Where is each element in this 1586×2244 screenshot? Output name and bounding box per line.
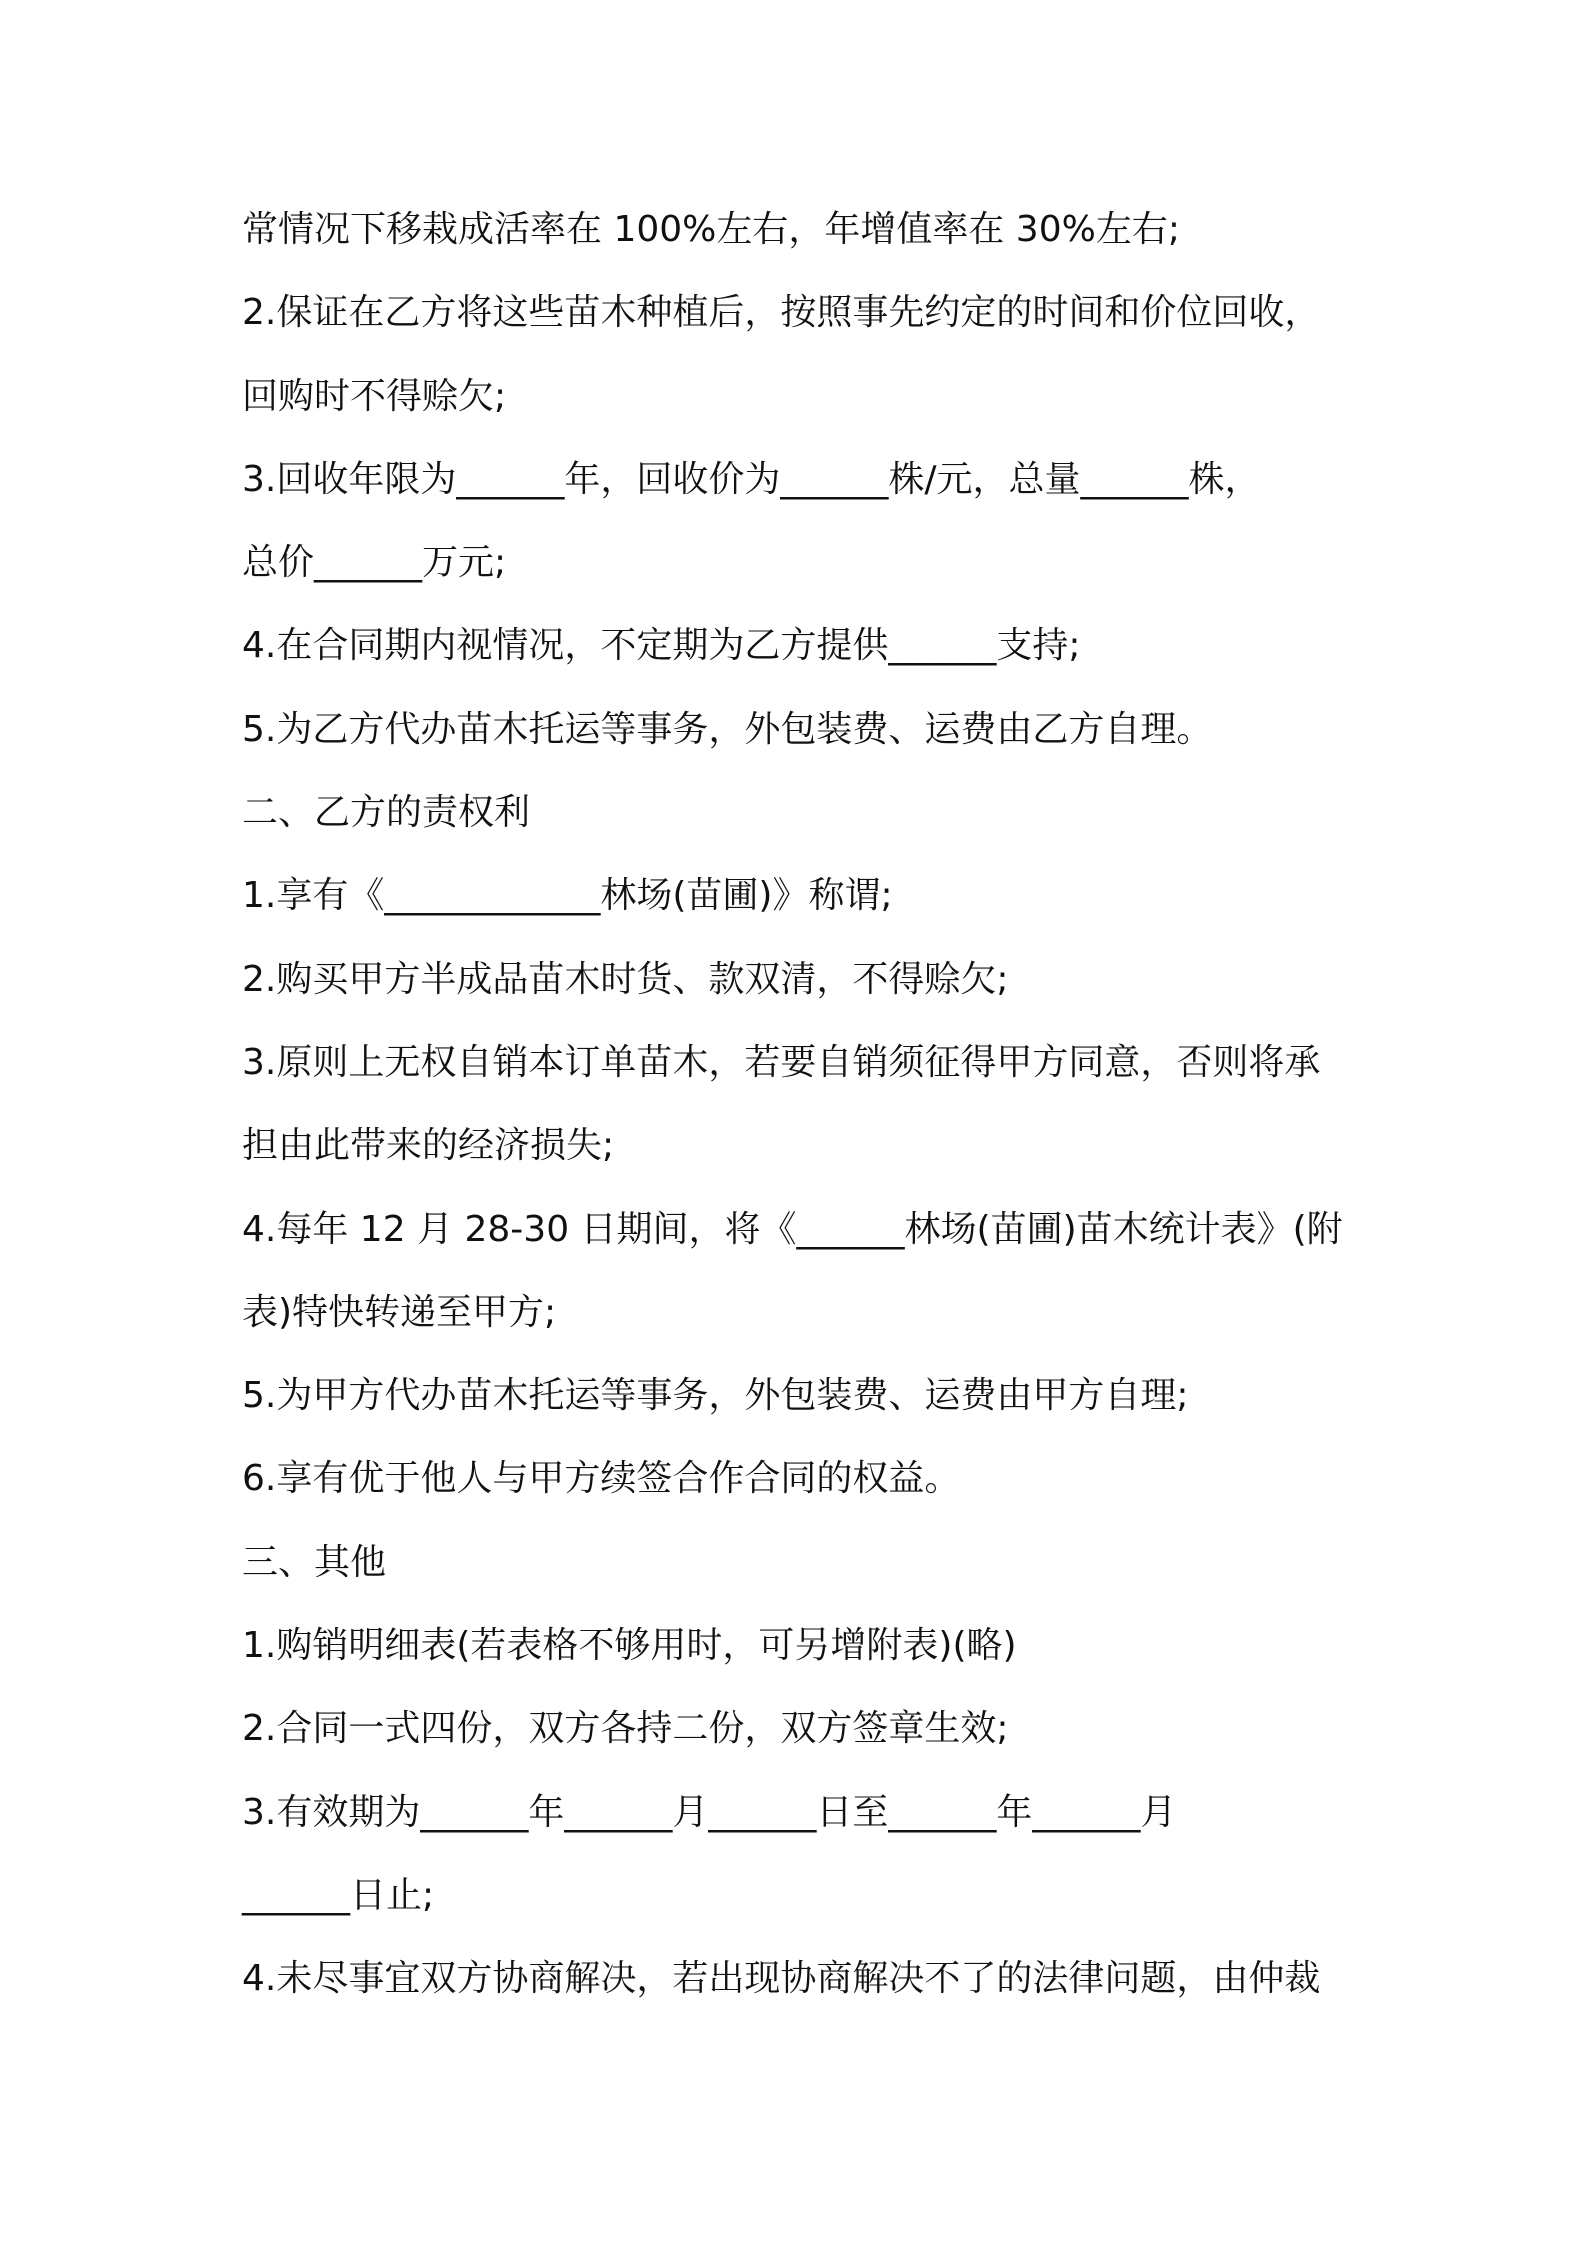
text-line: 2.保证在乙方将这些苗木种植后，按照事先约定的时间和价位回收， bbox=[242, 292, 1321, 334]
text-line: 常情况下移栽成活率在 100%左右，年增值率在 30%左右; bbox=[242, 209, 1180, 250]
section-heading: 二、乙方的责权利 bbox=[242, 792, 531, 834]
section-heading: 三、其他 bbox=[242, 1541, 387, 1583]
text-line: 1.享有《____________林场(苗圃)》称谓; bbox=[242, 875, 893, 917]
text-line: 表)特快转递至甲方; bbox=[242, 1291, 557, 1333]
text-line: 6.享有优于他人与甲方续签合作合同的权益。 bbox=[242, 1458, 961, 1500]
document-body bbox=[242, 200, 1362, 2033]
text-line: 5.为甲方代办苗木托运等事务，外包装费、运费由甲方自理; bbox=[242, 1375, 1189, 1417]
text-line: 4.每年 12 月 28-30 日期间，将《______林场(苗圃)苗木统计表》(附 bbox=[242, 1208, 1343, 1250]
text-line: 总价______万元; bbox=[242, 542, 507, 584]
text-line: 2.购买甲方半成品苗木时货、款双清，不得赊欠; bbox=[242, 958, 1009, 1000]
text-line: ______日止; bbox=[242, 1874, 435, 1916]
text-line: 3.原则上无权自销本订单苗木，若要自销须征得甲方同意，否则将承 bbox=[242, 1041, 1321, 1083]
text-line: 1.购销明细表(若表格不够用时，可另增附表)(略) bbox=[242, 1625, 1017, 1667]
text-line: 3.回收年限为______年，回收价为______株/元，总量______株， bbox=[242, 458, 1261, 500]
text-line: 4.未尽事宜双方协商解决，若出现协商解决不了的法律问题，由仲裁 bbox=[242, 1958, 1321, 2000]
text-line: 3.有效期为______年______月______日至______年______月 bbox=[242, 1791, 1177, 1833]
text-line: 回购时不得赊欠; bbox=[242, 375, 507, 417]
text-line: 5.为乙方代办苗木托运等事务，外包装费、运费由乙方自理。 bbox=[242, 708, 1213, 750]
text-line: 担由此带来的经济损失; bbox=[242, 1125, 615, 1167]
text-line: 4.在合同期内视情况，不定期为乙方提供______支持; bbox=[242, 625, 1081, 667]
text-line: 2.合同一式四份，双方各持二份，双方签章生效; bbox=[242, 1708, 1009, 1750]
